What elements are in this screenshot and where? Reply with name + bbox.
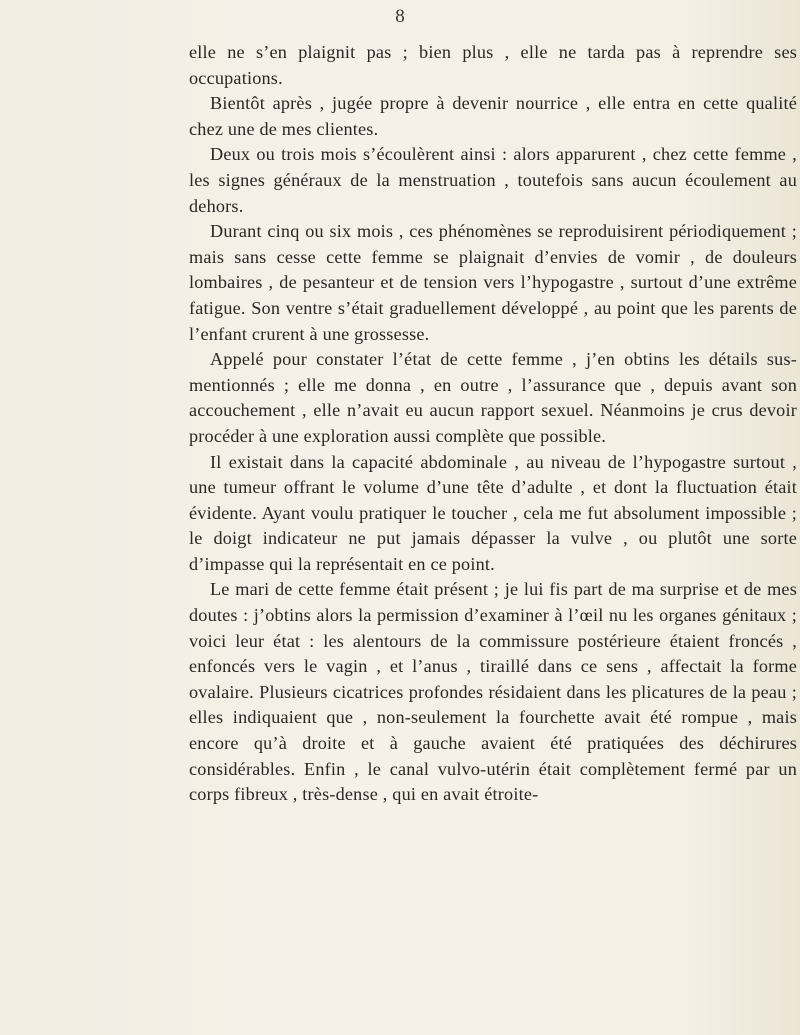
paragraph-7: Le mari de cette femme était présent ; je lui fis part de ma surprise et de mes doutes : j’obtins alors la permission d’examiner à l’œil nu les organes génitaux ; voici leur état : les alentours de la commissure postérieure étaient froncés , enfoncés vers le vagin , et l’anus , tiraillé dans ce sens , affectait la forme ovalaire. Plusieurs cicatrices profondes résidaient dans les plicatures de la peau ; elles indiquaient que , non-seulement la fourchette avait été rompue , mais encore qu’à droite et à gauche avaient été pratiquées des déchirures considérables. Enfin , le canal vulvo-utérin était complètement fermé par un corps fibreux , très-dense , qui en avait étroite- [189, 579, 797, 805]
paragraph-5: Appelé pour constater l’état de cette femme , j’en obtins les détails sus-mentionnés ; elle me donna , en outre , l’assurance que , depuis avant son accouchement , elle n’avait eu aucun rapport sexuel. Néanmoins je crus devoir procéder à une exploration aussi complète que possible. [189, 349, 797, 446]
paragraph-6: Il existait dans la capacité abdominale , au niveau de l’hypogastre surtout , une tumeur offrant le volume d’une tête d’adulte , et dont la fluctuation était évidente. Ayant voulu pratiquer le toucher , cela me fut absolument impossible ; le doigt indicateur ne put jamais dépasser la vulve , ou plutôt une sorte d’impasse qui la représentait en ce point. [189, 451, 797, 574]
paragraph-4: Durant cinq ou six mois , ces phénomènes se reproduisirent périodiquement ; mais sans cesse cette femme se plaignait d’envies de vomir , de douleurs lombaires , de pesanteur et de tension vers l’hypogastre , surtout d’une extrême fatigue. Son ventre s’était graduellement développé , au point que les parents de l’enfant crurent à une grossesse. [189, 221, 797, 344]
paragraph-3: Deux ou trois mois s’écoulèrent ainsi : alors apparurent , chez cette femme , les signes généraux de la menstruation , toutefois sans aucun écoulement au dehors. [189, 144, 797, 216]
paragraph-2: Bientôt après , jugée propre à devenir nourrice , elle entra en cette qualité chez une de mes clientes. [189, 93, 797, 139]
page-number: 8 [395, 6, 405, 27]
paragraph-1: elle ne s’en plaignit pas ; bien plus , elle ne tarda pas à reprendre ses occupations. [189, 42, 797, 88]
body-text [189, 40, 797, 808]
